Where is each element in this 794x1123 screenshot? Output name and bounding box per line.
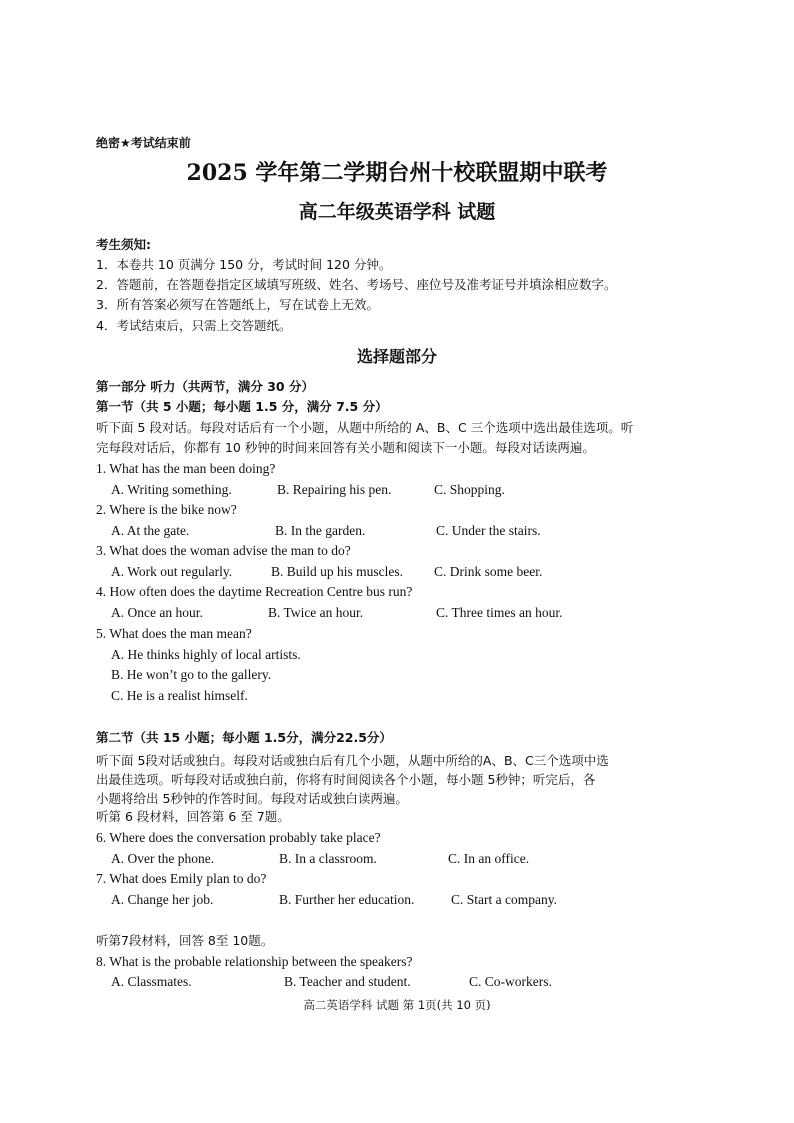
sec1-heading: 第一节（共 5 小题；每小题 1.5 分，满分 7.5 分） [96, 399, 388, 414]
option-a: A. Over the phone. [111, 851, 215, 866]
sec2-instruction: 小题将给出 5秒钟的作答时间。每段对话或独白读两遍。 [96, 791, 408, 806]
sec2-instruction: 出最佳选项。听每段对话或独白前，你将有时间阅读各个小题，每小题 5秒钟；听完后，各 [96, 772, 596, 787]
option-c: C. He is a realist himself. [111, 688, 248, 703]
option-b: B. Twice an hour. [268, 605, 364, 620]
option-b: B. In the garden. [275, 523, 366, 538]
option-c: C. Drink some beer. [434, 564, 543, 579]
option-a: A. At the gate. [111, 523, 190, 538]
option-b: B. Teacher and student. [284, 974, 411, 989]
option-c: C. Three times an hour. [436, 605, 563, 620]
notice-item: 4．考试结束后，只需上交答题纸。 [96, 318, 292, 333]
notice-item: 2．答题前，在答题卷指定区域填写班级、姓名、考场号、座位号及准考证号并填涂相应数字。 [96, 277, 617, 292]
option-a: A. He thinks highly of local artists. [111, 647, 301, 662]
option-c: C. Shopping. [434, 482, 505, 497]
material-label: 听第7段材料，回答 8至 10题。 [96, 933, 274, 948]
question: 6. Where does the conversation probably take place? [96, 830, 381, 845]
option-a: A. Once an hour. [111, 605, 203, 620]
question: 5. What does the man mean? [96, 626, 252, 641]
sec1-instruction: 听下面 5 段对话。每段对话后有一个小题，从题中所给的 A、B、C 三个选项中选出最佳选项。听 [96, 420, 634, 435]
option-c: C. Under the stairs. [436, 523, 541, 538]
exam-title: 2025 学年第二学期台州十校联盟期中联考 [186, 160, 608, 186]
material-label: 听第 6 段材料，回答第 6 至 7题。 [96, 809, 290, 824]
notice-heading: 考生须知: [96, 237, 151, 252]
part1-heading: 第一部分 听力（共两节，满分 30 分） [96, 379, 314, 394]
question: 1. What has the man been doing? [96, 461, 276, 476]
question: 2. Where is the bike now? [96, 502, 237, 517]
notice-item: 3．所有答案必须写在答题纸上，写在试卷上无效。 [96, 297, 379, 312]
option-c: C. Start a company. [451, 892, 557, 907]
question: 4. How often does the daytime Recreation Centre bus run? [96, 584, 413, 599]
notice-item: 1．本卷共 10 页满分 150 分，考试时间 120 分钟。 [96, 257, 392, 272]
option-b: B. In a classroom. [279, 851, 377, 866]
option-b: B. Further her education. [279, 892, 415, 907]
option-b: B. He won’t go to the gallery. [111, 667, 272, 682]
option-a: A. Writing something. [111, 482, 232, 497]
question: 7. What does Emily plan to do? [96, 871, 267, 886]
option-a: A. Classmates. [111, 974, 192, 989]
option-a: A. Change her job. [111, 892, 214, 907]
option-b: B. Build up his muscles. [271, 564, 404, 579]
confidential-label: 绝密★考试结束前 [96, 136, 191, 150]
option-b: B. Repairing his pen. [277, 482, 392, 497]
sec2-instruction: 听下面 5段对话或独白。每段对话或独白后有几个小题，从题中所给的A、B、C三个选项中选 [96, 753, 609, 768]
option-c: C. In an office. [448, 851, 530, 866]
option-a: A. Work out regularly. [111, 564, 233, 579]
exam-subtitle: 高二年级英语学科 试题 [298, 201, 496, 223]
sec1-instruction: 完每段对话后，你都有 10 秒钟的时间来回答有关小题和阅读下一小题。每段对话读两遍。 [96, 440, 595, 455]
option-c: C. Co-workers. [469, 974, 552, 989]
sec2-heading: 第二节（共 15 小题；每小题 1.5分，满分22.5分） [96, 730, 392, 745]
question: 8. What is the probable relationship between the speakers? [96, 954, 413, 969]
question: 3. What does the woman advise the man to do? [96, 543, 351, 558]
section-title: 选择题部分 [356, 347, 437, 366]
page-footer: 高二英语学科 试题 第 1页(共 10 页) [303, 998, 491, 1012]
